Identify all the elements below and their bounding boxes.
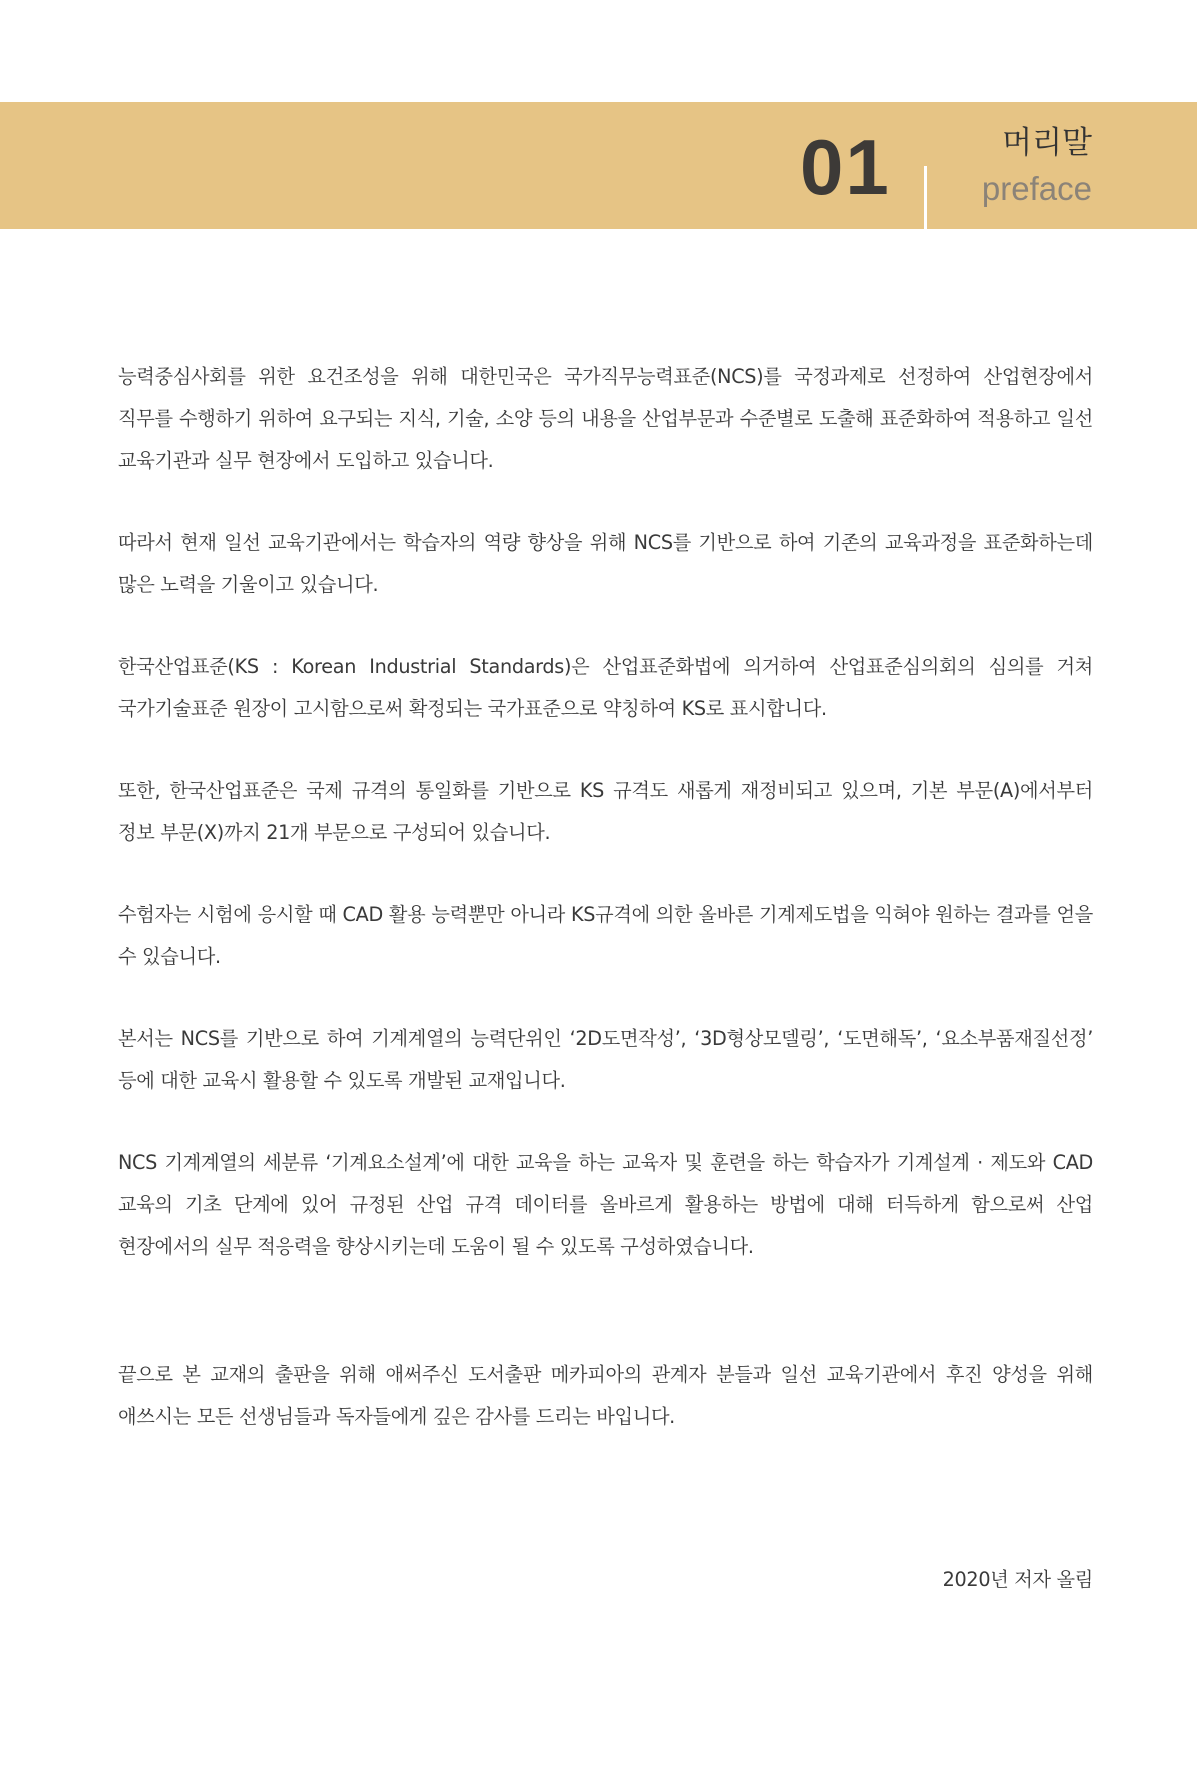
chapter-subtitle: preface bbox=[981, 170, 1092, 207]
closing-paragraph: 끝으로 본 교재의 출판을 위해 애써주신 도서출판 메카피아의 관계자 분들과 일선 교육기관에서 후진 양성을 위해 애쓰시는 모든 선생님들과 독자들에게 깊은 감사를 드리는 바입니다. bbox=[118, 1363, 1093, 1428]
paragraph: 본서는 NCS를 기반으로 하여 기계계열의 능력단위인 ‘2D도면작성’, ‘3D형상모델링’, ‘도면해독’, ‘요소부품재질선정’ 등에 대한 교육시 활용할 수 있도록 개발된 교재입니다. bbox=[118, 1027, 1093, 1092]
preface-body bbox=[118, 356, 1093, 1478]
chapter-header-band bbox=[0, 102, 1197, 229]
paragraph: 또한, 한국산업표준은 국제 규격의 통일화를 기반으로 KS 규격도 새롭게 재정비되고 있으며, 기본 부문(A)에서부터 정보 부문(X)까지 21개 부문으로 구성되어 있습니다. bbox=[118, 779, 1093, 844]
author-signature: 2020년 저자 올림 bbox=[942, 1568, 1093, 1591]
paragraph: 따라서 현재 일선 교육기관에서는 학습자의 역량 향상을 위해 NCS를 기반으로 하여 기존의 교육과정을 표준화하는데 많은 노력을 기울이고 있습니다. bbox=[118, 531, 1093, 596]
header-divider bbox=[924, 166, 927, 229]
chapter-number: 01 bbox=[800, 123, 891, 211]
paragraph: 한국산업표준(KS : Korean Industrial Standards)은 산업표준화법에 의거하여 산업표준심의회의 심의를 거쳐 국가기술표준 원장이 고시함으로써 확정되는 국가표준으로 약칭하여 KS로 표시합니다. bbox=[118, 655, 1093, 720]
paragraph: 능력중심사회를 위한 요건조성을 위해 대한민국은 국가직무능력표준(NCS)를 국정과제로 선정하여 산업현장에서 직무를 수행하기 위하여 요구되는 지식, 기술, 소양 등의 내용을 산업부문과 수준별로 도출해 표준화하여 적용하고 일선 교육기관과 실무 현장에서 도입하고 있습니다. bbox=[118, 365, 1093, 472]
paragraph: 수험자는 시험에 응시할 때 CAD 활용 능력뿐만 아니라 KS규격에 의한 올바른 기계제도법을 익혀야 원하는 결과를 얻을 수 있습니다. bbox=[118, 903, 1093, 968]
paragraph: NCS 기계계열의 세분류 ‘기계요소설계’에 대한 교육을 하는 교육자 및 훈련을 하는 학습자가 기계설계 · 제도와 CAD 교육의 기초 단계에 있어 규정된 산업 규격 데이터를 올바르게 활용하는 방법에 대해 터득하게 함으로써 산업 현장에서의 실무 적응력을 향상시키는데 도움이 될 수 있도록 구성하였습니다. bbox=[118, 1151, 1093, 1258]
chapter-title: 머리말 bbox=[1002, 125, 1092, 161]
